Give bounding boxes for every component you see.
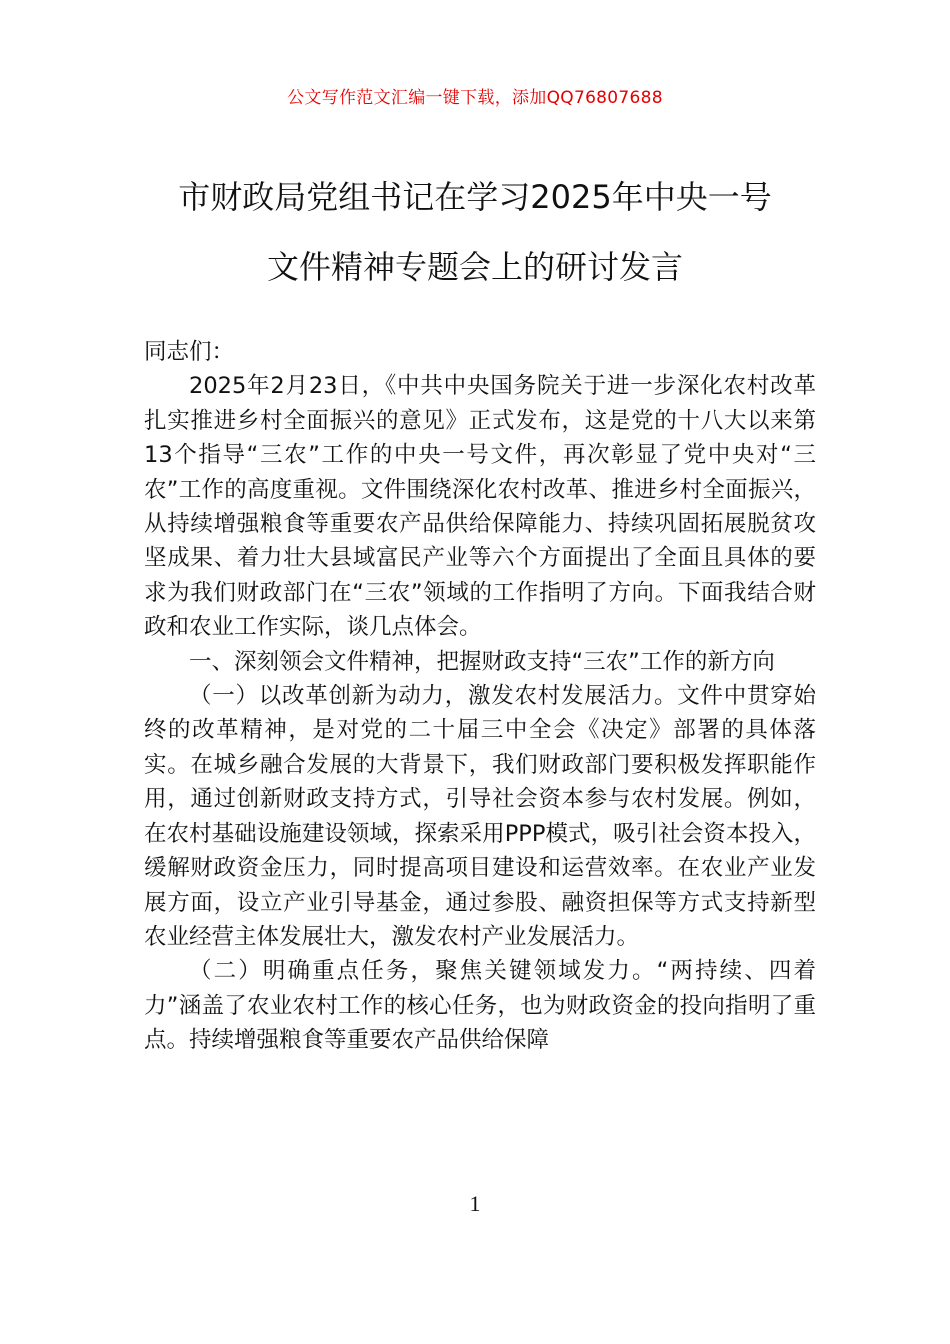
- paragraph-intro: 2025年2月23日，《中共中央国务院关于进一步深化农村改革扎实推进乡村全面振兴的意见》正式发布，这是党的十八大以来第13个指导“三农”工作的中央一号文件，再次彰显了党中央对“三农”工作的高度重视。文件围绕深化农村改革、推进乡村全面振兴，从持续增强粮食等重要农产品供给保障能力、持续巩固拓展脱贫攻坚成果、着力壮大县域富民产业等六个方面提出了全面且具体的要求为我们财政部门在“三农”领域的工作指明了方向。下面我结合财政和农业工作实际，谈几点体会。: [144, 373, 816, 641]
- page-number: 1: [469, 1191, 481, 1216]
- document-title-line-1: 市财政局党组书记在学习2025年中央一号: [178, 178, 772, 216]
- header-download-note: 公文写作范文汇编一键下载，添加QQ76807688: [287, 88, 663, 108]
- paragraph-subsection-1: （一）以改革创新为动力，激发农村发展活力。文件中贯穿始终的改革精神，是对党的二十届三中全会《决定》部署的具体落实。在城乡融合发展的大背景下，我们财政部门要积极发挥职能作用，通过创新财政支持方式，引导社会资本参与农村发展。例如，在农村基础设施建设领域，探索采用PPP模式，吸引社会资本投入，缓解财政资金压力，同时提高项目建设和运营效率。在农业产业发展方面，设立产业引导基金，通过参股、融资担保等方式支持新型农业经营主体发展壮大，激发农村产业发展活力。: [144, 683, 816, 950]
- salutation: 同志们：: [144, 339, 235, 365]
- document-body: [144, 335, 816, 1058]
- section-heading-1: 一、深刻领会文件精神，把握财政支持“三农”工作的新方向: [189, 648, 775, 675]
- paragraph-subsection-2: （二）明确重点任务，聚焦关键领域发力。“两持续、四着力”涵盖了农业农村工作的核心任务，也为财政资金的投向指明了重点。持续增强粮食等重要农产品供给保障: [144, 958, 816, 1054]
- document-title-line-2: 文件精神专题会上的研讨发言: [266, 248, 683, 286]
